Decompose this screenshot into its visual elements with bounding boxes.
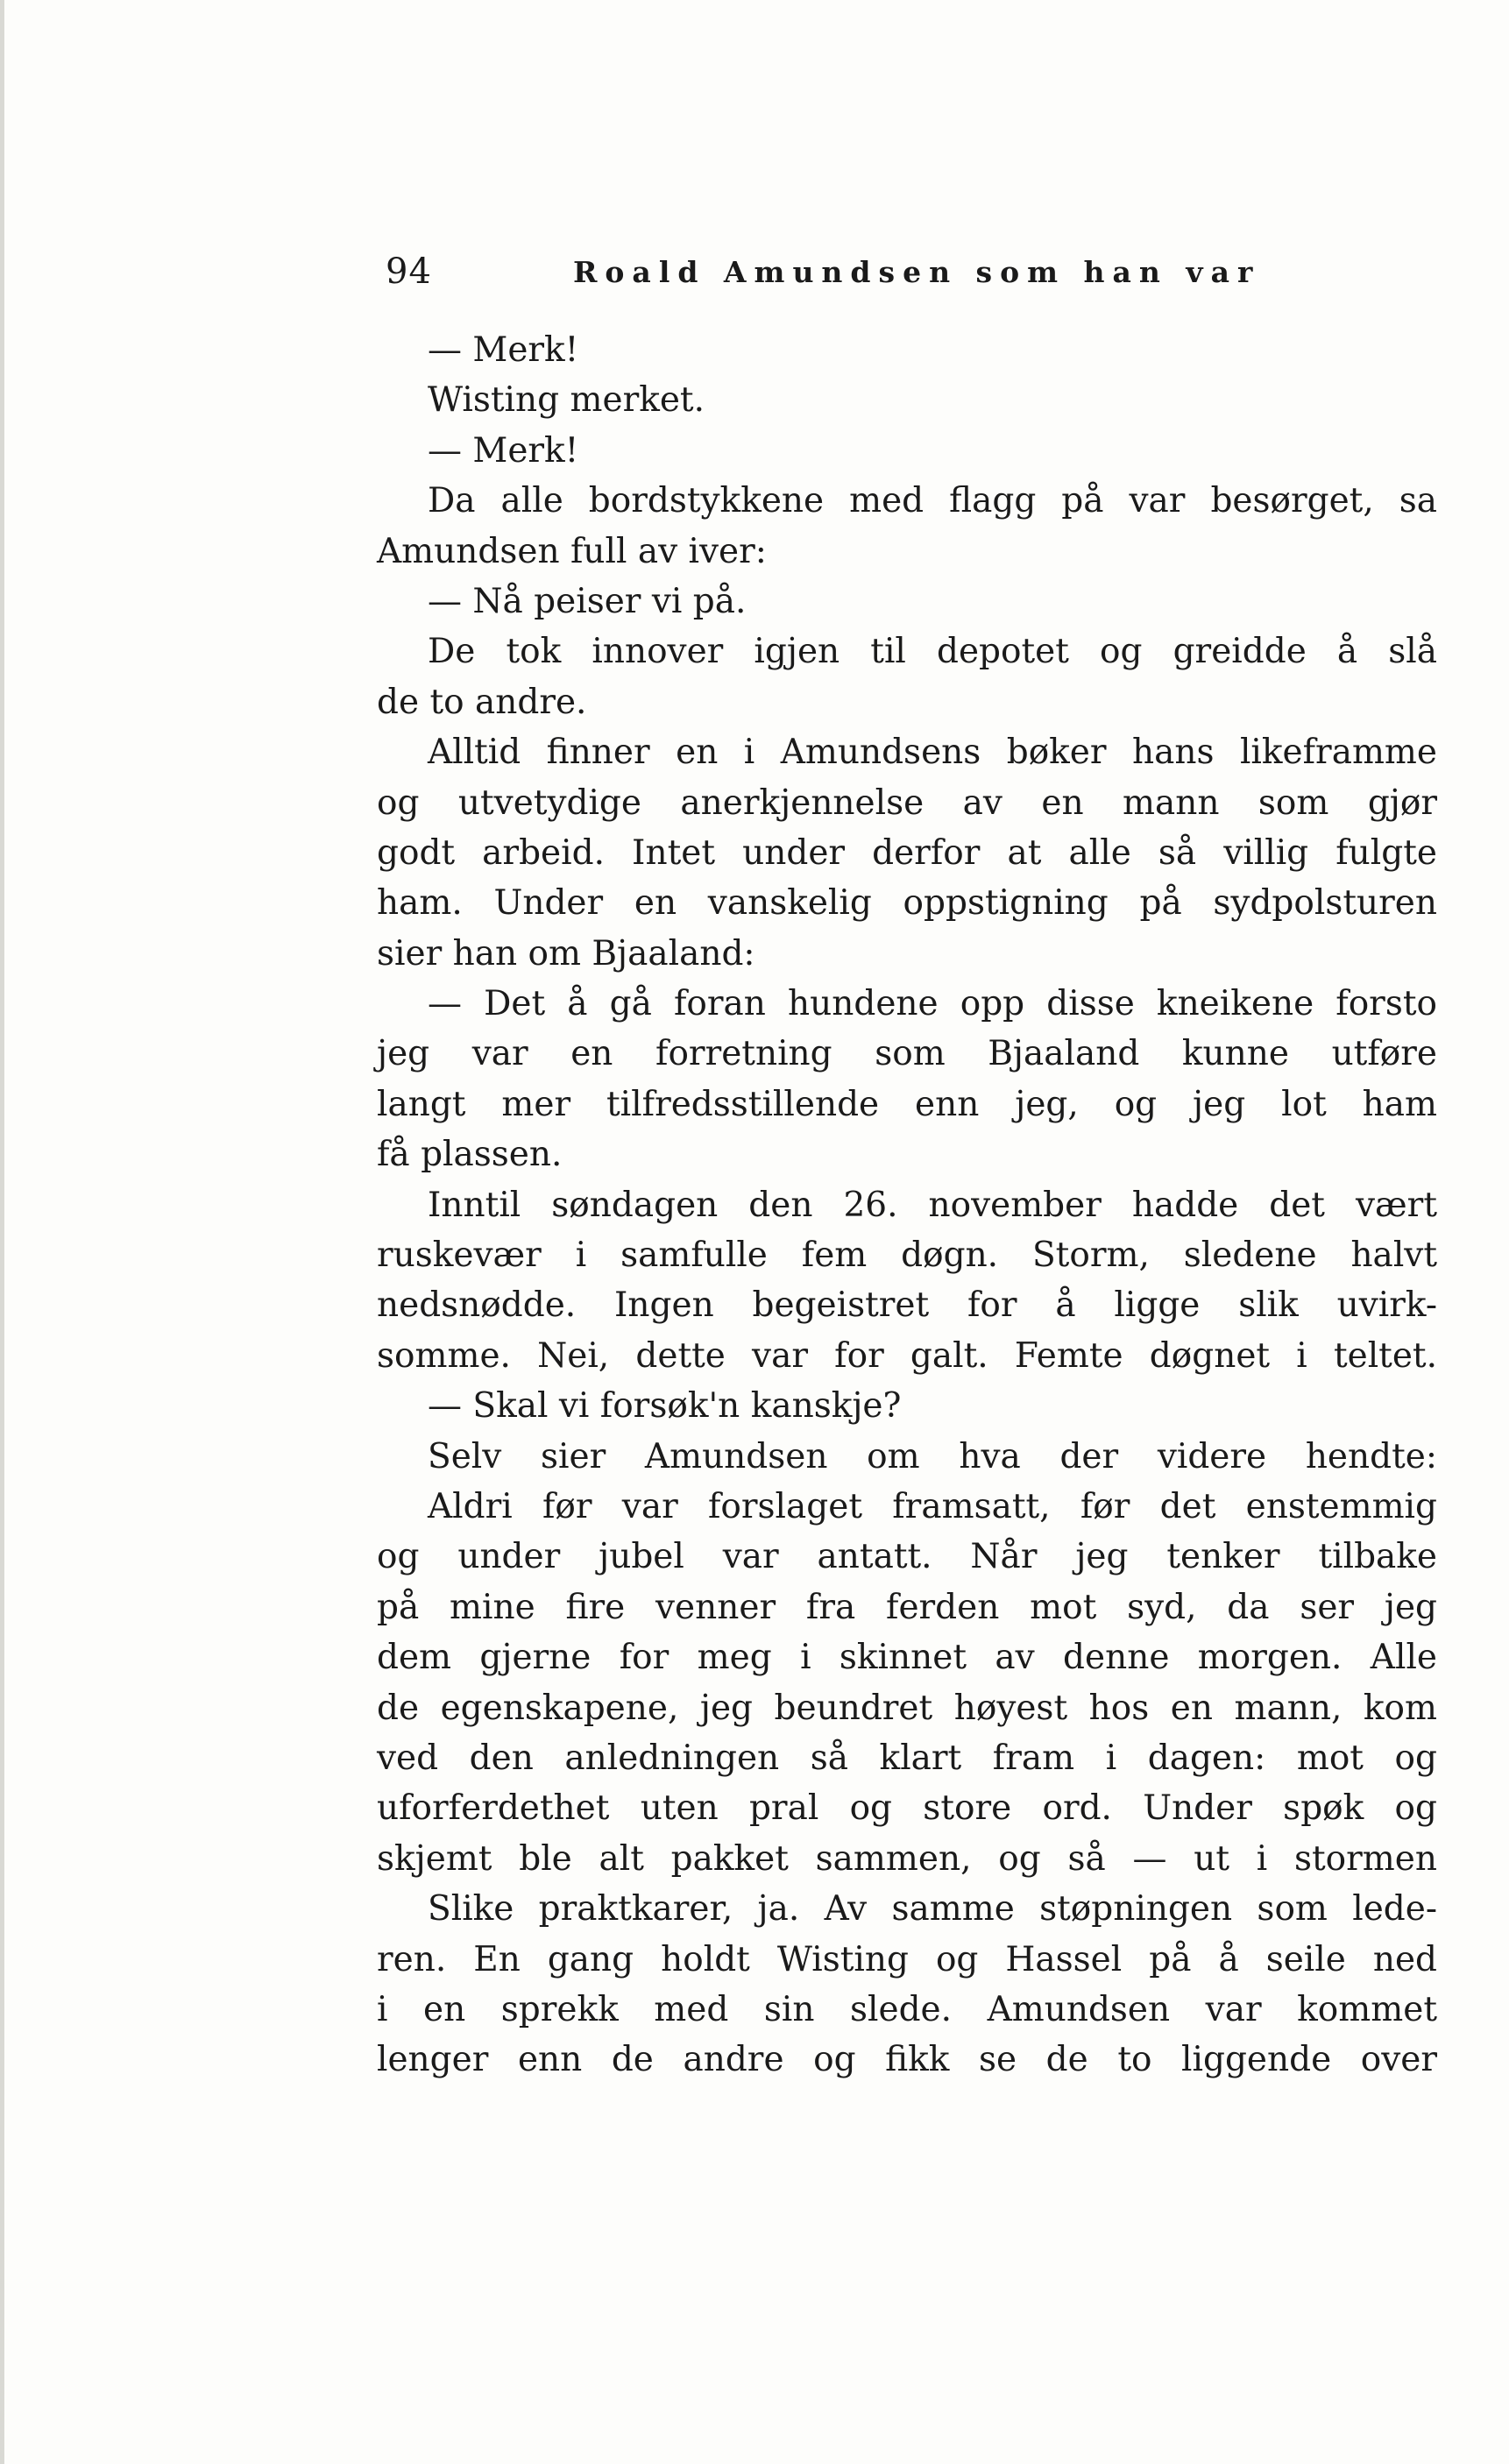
- text-line: ved den anledningen så klart fram i dagen: mot og: [377, 1738, 1437, 1778]
- text-line: og under jubel var antatt. Når jeg tenker tilbake: [377, 1537, 1437, 1577]
- text-line: Selv sier Amundsen om hva der videre hendte:: [428, 1436, 1437, 1476]
- text-line: og utvetydige anerkjennelse av en mann som gjør: [377, 782, 1437, 823]
- text-line: uforferdethet uten pral og store ord. Under spøk og: [377, 1788, 1437, 1829]
- text-line: langt mer tilfredsstillende enn jeg, og jeg lot ham: [377, 1084, 1437, 1124]
- text-line: godt arbeid. Intet under derfor at alle så villig fulgte: [377, 832, 1437, 873]
- page-edge-shadow: [0, 0, 4, 2464]
- text-line: på mine fire venner fra ferden mot syd, da ser jeg: [377, 1587, 1437, 1627]
- body-text: [377, 325, 1437, 2085]
- text-line: Alltid finner en i Amundsens bøker hans likeframme: [428, 733, 1437, 773]
- page-header: [386, 248, 1437, 301]
- text-line: jeg var en forretning som Bjaaland kunne utføre: [377, 1034, 1437, 1074]
- text-line: Aldri før var forslaget framsatt, før det enstemmig: [428, 1486, 1437, 1526]
- text-line: ham. Under en vanskelig oppstigning på sydpolsturen: [377, 883, 1437, 924]
- text-line: somme. Nei, dette var for galt. Femte døgnet i teltet.: [377, 1335, 1437, 1376]
- text-line: ren. En gang holdt Wisting og Hassel på å seile ned: [377, 1939, 1437, 1979]
- page-number: 94: [386, 251, 432, 292]
- text-line: Wisting merket.: [428, 380, 705, 421]
- text-line: få plassen.: [377, 1135, 563, 1175]
- text-line: — Nå peiser vi på.: [428, 581, 747, 621]
- text-line: skjemt ble alt pakket sammen, og så — ut i stormen: [377, 1838, 1437, 1879]
- text-line: ruskevær i samfulle fem døgn. Storm, sledene halvt: [377, 1236, 1437, 1276]
- text-line: Inntil søndagen den 26. november hadde det vært: [428, 1185, 1437, 1225]
- text-line: dem gjerne for meg i skinnet av denne morgen. Alle: [377, 1638, 1437, 1678]
- text-line: — Merk!: [428, 430, 579, 471]
- text-line: Slike praktkarer, ja. Av samme støpningen som lede-: [428, 1889, 1437, 1929]
- text-line: lenger enn de andre og fikk se de to liggende over: [377, 2040, 1437, 2080]
- text-line: nedsnødde. Ingen begeistret for å ligge slik uvirk-: [377, 1285, 1437, 1326]
- running-title: Roald Amundsen som han var: [573, 255, 1261, 289]
- text-line: Amundsen full av iver:: [377, 531, 767, 571]
- text-line: de egenskapene, jeg beundret høyest hos en mann, kom: [377, 1688, 1437, 1728]
- text-line: i en sprekk med sin slede. Amundsen var kommet: [377, 1989, 1437, 2029]
- text-line: De tok innover igjen til depotet og greidde å slå: [428, 632, 1437, 672]
- text-line: — Merk!: [428, 330, 579, 370]
- text-line: Da alle bordstykkene med flagg på var besørget, sa: [428, 481, 1437, 521]
- text-line: de to andre.: [377, 682, 587, 722]
- text-line: — Skal vi forsøk'n kanskje?: [428, 1386, 902, 1427]
- text-line: — Det å gå foran hundene opp disse kneikene forsto: [428, 984, 1437, 1024]
- text-line: sier han om Bjaaland:: [377, 933, 755, 974]
